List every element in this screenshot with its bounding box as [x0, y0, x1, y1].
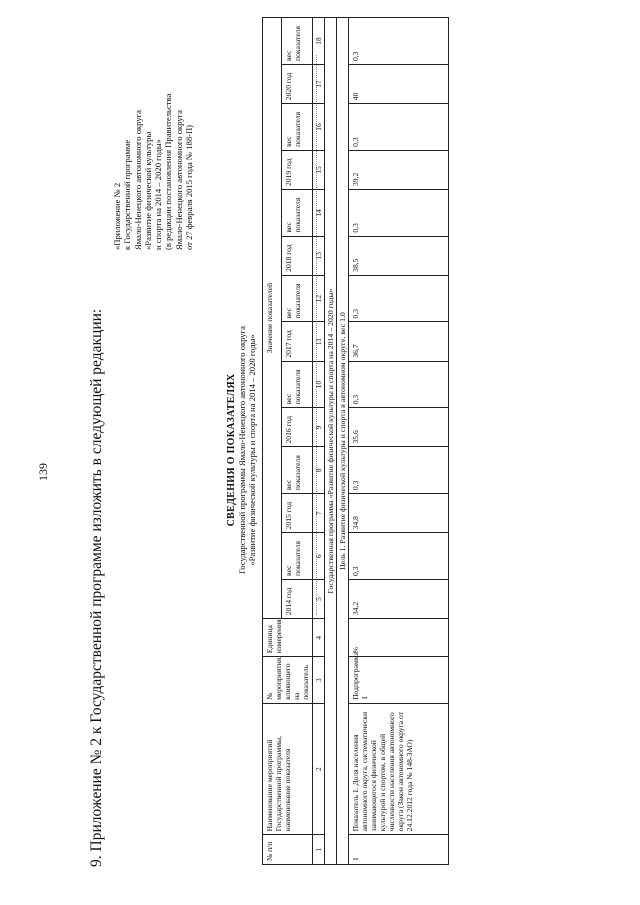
header-weight: вес показателя	[281, 190, 312, 237]
header-measure: № мероприятия, влияющего на показатель	[263, 657, 313, 704]
column-number: 13	[313, 236, 325, 275]
weight-cell: 0,3	[349, 533, 449, 580]
header-year: 2018 год	[281, 236, 312, 275]
column-number: 9	[313, 408, 325, 447]
appendix-note-line: Ямало-Ненецкого автономного округа	[173, 110, 184, 250]
row-num: 1	[349, 835, 449, 865]
row-measure: Подпрограмма 1	[349, 657, 449, 704]
weight-cell: 0,3	[349, 104, 449, 151]
header-year: 2020 год	[281, 64, 312, 103]
column-number: 3	[313, 657, 325, 704]
column-number: 14	[313, 190, 325, 237]
column-number: 12	[313, 275, 325, 322]
program-row: Государственная программа «Развитие физической культуры и спорта на 2014 – 2020 годы»	[325, 18, 337, 865]
header-unit: Единица измерения	[263, 619, 313, 657]
weight-cell: 0,3	[349, 190, 449, 237]
column-number: 4	[313, 619, 325, 657]
doc-subtitle: Государственной программы Ямало-Ненецкого автономного округа	[237, 326, 247, 574]
column-number: 15	[313, 150, 325, 189]
row-name: Показатель 1. Доля населения автономного округа, систематически занимающегося физической культурой и спортом, в общей численности населения автономного округа (Закон автономного округа от 24.12.2012 года № 148-ЗАО)	[349, 703, 449, 834]
doc-subtitle: «Развитие физической культуры и спорта на 2014 – 2020 годы»	[247, 334, 257, 566]
appendix-note-line: «Развитие физической культуры	[142, 131, 153, 250]
column-number: 10	[313, 361, 325, 408]
table-row	[349, 18, 449, 865]
value-cell: 35,6	[349, 408, 449, 447]
header-weight: вес показателя	[281, 533, 312, 580]
goal-row: Цель 1. Развитие физической культуры и спорта в автономном округе, вес 1,0	[337, 18, 349, 865]
header-weight: вес показателя	[281, 361, 312, 408]
appendix-note-line: Ямало-Ненецкого автономного округа	[132, 110, 143, 250]
column-number: 16	[313, 104, 325, 151]
title-block	[226, 225, 257, 675]
weight-cell: 0,3	[349, 447, 449, 494]
appendix-note-line: к Государственной программе	[122, 139, 133, 250]
value-cell: 34,8	[349, 494, 449, 533]
header-year: 2019 год	[281, 150, 312, 189]
header-year: 2017 год	[281, 322, 312, 361]
indicators-table	[262, 17, 449, 865]
column-number: 7	[313, 494, 325, 533]
header-year: 2014 год	[281, 579, 312, 618]
header-weight: вес показателя	[281, 275, 312, 322]
value-cell: 36,7	[349, 322, 449, 361]
appendix-note-line: и спорта на 2014 – 2020 годы»	[153, 139, 164, 250]
column-number: 6	[313, 533, 325, 580]
header-weight: вес показателя	[281, 447, 312, 494]
column-number: 8	[313, 447, 325, 494]
appendix-note-line: от 27 февраля 2015 года № 188-П)	[184, 124, 195, 250]
header-name: Наименование мероприятий Государственной программы, наименование показателя	[263, 703, 313, 834]
column-number: 17	[313, 64, 325, 103]
header-weight: вес показателя	[281, 18, 312, 65]
appendix-note	[112, 0, 194, 250]
weight-cell: 0,3	[349, 18, 449, 65]
value-cell: 40	[349, 64, 449, 103]
column-number: 5	[313, 579, 325, 618]
column-number: 2	[313, 703, 325, 834]
appendix-note-line: «Приложение № 2	[112, 182, 122, 250]
appendix-note-line: (в редакции постановления Правительства	[163, 93, 174, 250]
column-number: 1	[313, 835, 325, 865]
value-cell: 39,2	[349, 150, 449, 189]
header-year: 2015 год	[281, 494, 312, 533]
row-unit: %	[349, 619, 449, 657]
header-weight: вес показателя	[281, 104, 312, 151]
column-number: 18	[313, 18, 325, 65]
header-year: 2016 год	[281, 408, 312, 447]
header-num: № п/п	[263, 835, 313, 865]
page-number: 139	[36, 463, 50, 481]
header-values-group: Значение показателей	[263, 18, 282, 619]
doc-title: СВЕДЕНИЯ О ПОКАЗАТЕЛЯХ	[226, 373, 237, 527]
column-number: 11	[313, 322, 325, 361]
section-heading: 9. Приложение № 2 к Государственной программе изложить в следующей редакции:	[88, 308, 105, 867]
value-cell: 38,5	[349, 236, 449, 275]
value-cell: 34,2	[349, 579, 449, 618]
weight-cell: 0,3	[349, 361, 449, 408]
weight-cell: 0,3	[349, 275, 449, 322]
